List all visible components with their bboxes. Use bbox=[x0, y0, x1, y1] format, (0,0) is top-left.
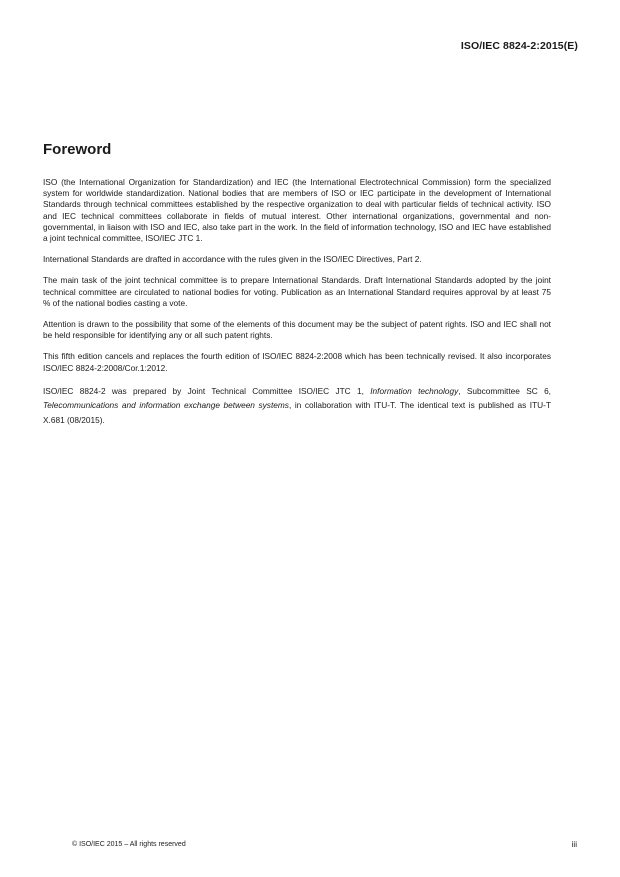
document-identifier: ISO/IEC 8824-2:2015(E) bbox=[460, 40, 578, 52]
paragraph-preparation bbox=[43, 384, 551, 428]
preparation-text-2: , Subcommittee SC 6, bbox=[458, 385, 551, 396]
footer-copyright: © ISO/IEC 2015 – All rights reserved bbox=[72, 841, 186, 848]
footer-page-number: iii bbox=[571, 840, 577, 849]
paragraph-organizations: ISO (the International Organization for Standardization) and IEC (the International Electrotechnical Commission) form the specialized system for worldwide standardization. National bodies that are members of ISO or IEC participate in the development of International Standards through technical committees established by the respective organization to deal with particular fields of technical activity. ISO and IEC technical committees collaborate in fields of mutual interest. Other international organizations, governmental and non-governmental, in liaison with ISO and IEC, also take part in the work. In the field of information technology, ISO and IEC have established a joint technical committee, ISO/IEC JTC 1. bbox=[43, 177, 551, 244]
preparation-text-1: ISO/IEC 8824-2 was prepared by Joint Technical Committee ISO/IEC JTC 1, bbox=[43, 385, 371, 396]
preparation-italic-2: Telecommunications and information exchange between systems bbox=[43, 400, 289, 411]
page-title: Foreword bbox=[43, 141, 112, 158]
paragraph-main-task: The main task of the joint technical committee is to prepare International Standards. Draft International Standards adopted by the joint technical committee are circulated to national bodies for voting. Publication as an International Standard requires approval by at least 75 % of the national bodies casting a vote. bbox=[43, 275, 551, 308]
paragraph-patent-rights: Attention is drawn to the possibility that some of the elements of this document may be the subject of patent rights. ISO and IEC shall not be held responsible for identifying any or all such patent rights. bbox=[43, 319, 551, 341]
preparation-italic-1: Information technology bbox=[370, 385, 459, 396]
preparation-text-3: , in collaboration with ITU-T. The identical text is published as ITU-T X.681 (08/2015). bbox=[43, 400, 551, 425]
paragraph-drafting-rules: International Standards are drafted in accordance with the rules given in the ISO/IEC Directives, Part 2. bbox=[43, 254, 422, 265]
paragraph-edition: This fifth edition cancels and replaces the fourth edition of ISO/IEC 8824-2:2008 which has been technically revised. It also incorporates ISO/IEC 8824-2:2008/Cor.1:2012. bbox=[43, 351, 551, 373]
foreword-body bbox=[43, 177, 551, 437]
